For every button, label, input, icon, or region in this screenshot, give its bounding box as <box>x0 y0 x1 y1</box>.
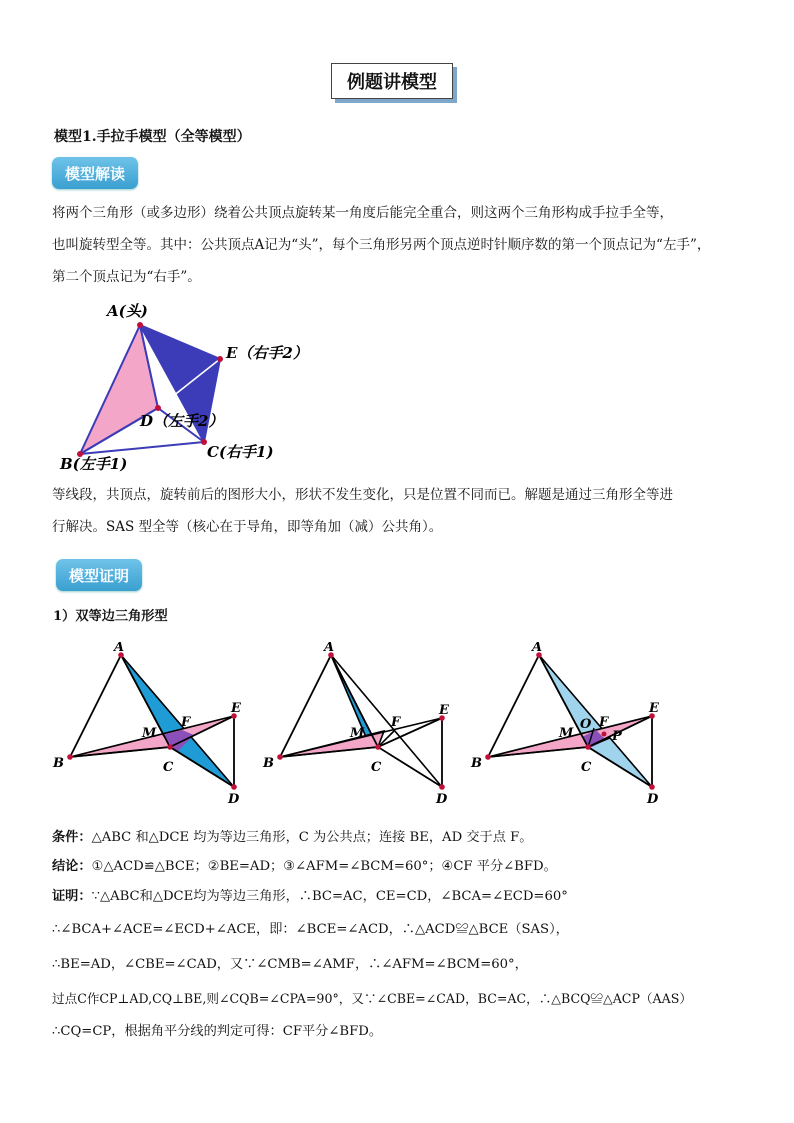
label-b: B <box>53 756 64 771</box>
label-c: C <box>163 760 174 775</box>
figure-hand-in-hand <box>50 298 350 480</box>
label-a: A <box>114 642 125 655</box>
point-c <box>585 744 591 750</box>
sub-heading-double-equilateral: 1）双等边三角形型 <box>53 609 168 624</box>
interpret-paragraph <box>52 197 752 293</box>
point-d <box>231 784 237 790</box>
label-f: F <box>599 715 609 730</box>
model-heading: 模型1.手拉手模型（全等模型） <box>54 129 251 145</box>
proof-line-5: ∴CQ=CP，根据角平分线的判定可得：CF平分∠BFD。 <box>52 1024 383 1039</box>
proof-line-3: ∴BE=AD，∠CBE=∠CAD，又∵∠CMB=∠AMF，∴∠AFM=∠BCM=60°， <box>52 957 528 972</box>
figure-double-equilateral-1 <box>50 642 250 808</box>
label-e: E <box>649 701 659 716</box>
label-a: A <box>324 642 335 655</box>
conclusion-label: 结论： <box>52 859 92 874</box>
label-c: C <box>371 760 382 775</box>
segment-ab <box>488 655 539 757</box>
point-b <box>277 754 283 760</box>
label-a-head: A(头) <box>107 302 148 320</box>
point-f <box>602 732 607 737</box>
condition-text: △ABC 和△DCE 均为等边三角形，C 为公共点；连接 BE，AD 交于点 F。 <box>91 830 533 845</box>
label-b: B <box>471 756 482 771</box>
point-c <box>375 744 381 750</box>
point-d <box>649 784 655 790</box>
conclusion-text: ①△ACD≌△BCE；②BE=AD；③∠AFM=∠BCM=60°；④CF 平分∠BFD。 <box>91 859 557 874</box>
point-c <box>167 744 173 750</box>
after-figure-paragraph <box>52 479 752 543</box>
label-f: F <box>181 715 191 730</box>
point-b <box>67 754 73 760</box>
page-title: 例题讲模型 <box>331 63 453 99</box>
conclusion-line <box>52 855 557 874</box>
badge-model-interpret: 模型解读 <box>52 157 138 189</box>
badge-model-proof: 模型证明 <box>56 559 142 591</box>
label-p: P <box>612 729 622 744</box>
label-m: M <box>142 726 157 741</box>
proof-line-4: 过点C作CP⊥AD,CQ⊥BE,则∠CQB=∠CPA=90°，又∵∠CBE=∠CAD，BC=AC，∴△BCQ≌△ACP（AAS） <box>52 991 692 1006</box>
label-d: D <box>228 792 240 807</box>
label-d-left2: D（左手2） <box>140 412 224 430</box>
point-d <box>439 784 445 790</box>
interpret-line-2: 也叫旋转型全等。其中：公共顶点A记为“头”，每个三角形另两个顶点逆时针顺序数的第一个顶点记为“左手”， <box>52 237 711 253</box>
label-e: E <box>231 701 241 716</box>
label-m: M <box>350 726 365 741</box>
condition-label: 条件： <box>52 830 92 845</box>
condition-line <box>52 826 532 845</box>
label-b-left1: B(左手1) <box>60 455 128 473</box>
label-d: D <box>647 792 659 807</box>
label-e: E <box>439 703 449 718</box>
interpret-line-1: 将两个三角形（或多边形）绕着公共顶点旋转某一角度后能完全重合，则这两个三角形构成手拉手全等， <box>52 205 673 221</box>
segment-ad <box>331 655 442 787</box>
label-m: M <box>559 726 574 741</box>
label-a: A <box>532 642 543 655</box>
point-d <box>155 405 161 411</box>
figure-double-equilateral-3 <box>468 642 678 808</box>
proof-text-1: ∵△ABC和△DCE均为等边三角形，∴BC=AC，CE=CD，∠BCA=∠ECD=60° <box>91 889 568 904</box>
label-f: F <box>391 715 401 730</box>
segment-ab <box>70 655 121 757</box>
label-d: D <box>436 792 448 807</box>
interpret-line-3: 第二个顶点记为“右手”。 <box>52 269 201 285</box>
after-figure-line-1: 等线段，共顶点，旋转前后的图形大小，形状不发生变化，只是位置不同而已。解题是通过三角形全等进 <box>52 487 673 503</box>
point-b <box>485 754 491 760</box>
label-c: C <box>581 760 592 775</box>
segment-cd <box>378 747 442 787</box>
label-c-right1: C(右手1) <box>207 443 274 461</box>
proof-line-2: ∴∠BCA+∠ACE=∠ECD+∠ACE，即：∠BCE=∠ACD，∴△ACD≌△BCE（SAS）， <box>52 922 569 937</box>
point-a <box>137 322 143 328</box>
proof-line-1 <box>52 885 568 904</box>
proof-label: 证明： <box>52 889 92 904</box>
label-b: B <box>263 756 274 771</box>
label-e-right2: E（右手2） <box>226 344 308 362</box>
segment-ab <box>280 655 331 757</box>
figure-double-equilateral-2 <box>260 642 460 808</box>
after-figure-line-2: 行解决。SAS 型全等（核心在于导角，即等角加（减）公共角）。 <box>52 519 443 535</box>
label-o: O <box>580 717 592 732</box>
point-e <box>217 356 223 362</box>
